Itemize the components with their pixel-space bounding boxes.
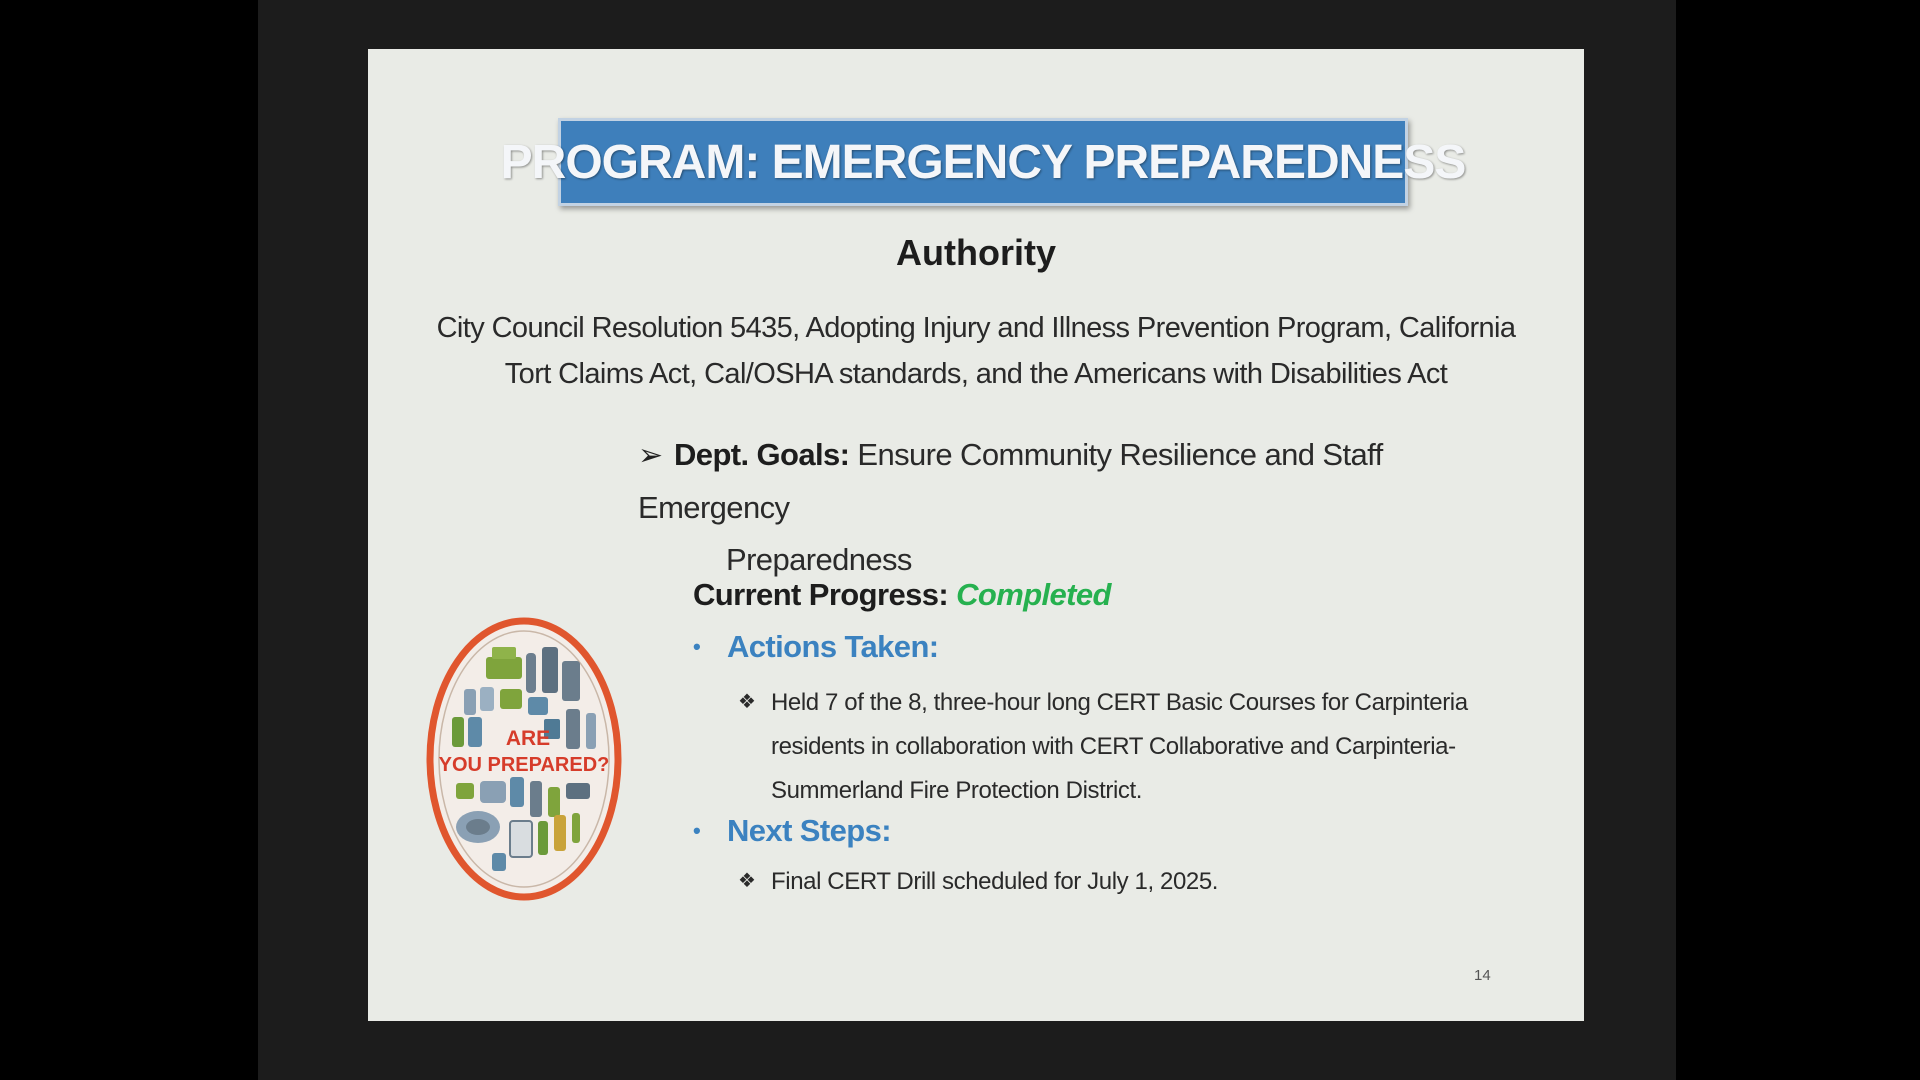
- dept-goals-text: Ensure Community Resilience and Staff Emergency: [638, 437, 1383, 525]
- page-number: 14: [1474, 967, 1491, 984]
- next-steps-heading: [693, 813, 891, 849]
- actions-taken-heading: [693, 629, 939, 665]
- current-progress-status: Completed: [956, 577, 1111, 612]
- current-progress: [693, 577, 1111, 613]
- dept-goals-label: Dept. Goals:: [674, 437, 850, 472]
- badge-text-line1: ARE: [505, 727, 551, 750]
- authority-text-line: City Council Resolution 5435, Adopting Injury and Illness Prevention Program, California: [436, 312, 1516, 344]
- four-diamond-bullet-icon: ❖: [738, 870, 756, 892]
- next-steps-label: Next Steps:: [727, 813, 891, 848]
- authority-text-line: Tort Claims Act, Cal/OSHA standards, and the Americans with Disabilities Act: [504, 358, 1448, 390]
- are-you-prepared-badge-icon: [426, 617, 622, 901]
- authority-heading: Authority: [896, 232, 1056, 273]
- dept-goals-text-continued: Preparedness: [726, 542, 912, 577]
- authority-text: [408, 305, 1544, 397]
- current-progress-label: Current Progress:: [693, 577, 949, 612]
- four-diamond-bullet-icon: ❖: [738, 691, 756, 713]
- slide-title: PROGRAM: EMERGENCY PREPAREDNESS: [500, 135, 1466, 189]
- dot-bullet-icon: •: [693, 634, 701, 659]
- badge-text-line2: YOU PREPARED?: [438, 754, 610, 776]
- actions-taken-item: [738, 680, 1468, 813]
- presentation-slide: [368, 49, 1584, 1021]
- actions-taken-label: Actions Taken:: [727, 629, 939, 664]
- next-steps-line: Final CERT Drill scheduled for July 1, 2025.: [771, 868, 1219, 895]
- next-steps-item: [738, 859, 1218, 904]
- actions-taken-line: Held 7 of the 8, three-hour long CERT Basic Courses for Carpinteria: [771, 689, 1468, 716]
- dot-bullet-icon: •: [693, 818, 701, 843]
- slide-title-bar: [500, 118, 1466, 206]
- arrow-bullet-icon: ➢: [638, 439, 663, 472]
- dept-goals: [638, 429, 1498, 586]
- actions-taken-line: Summerland Fire Protection District.: [771, 777, 1143, 804]
- actions-taken-line: residents in collaboration with CERT Collaborative and Carpinteria-: [771, 733, 1456, 760]
